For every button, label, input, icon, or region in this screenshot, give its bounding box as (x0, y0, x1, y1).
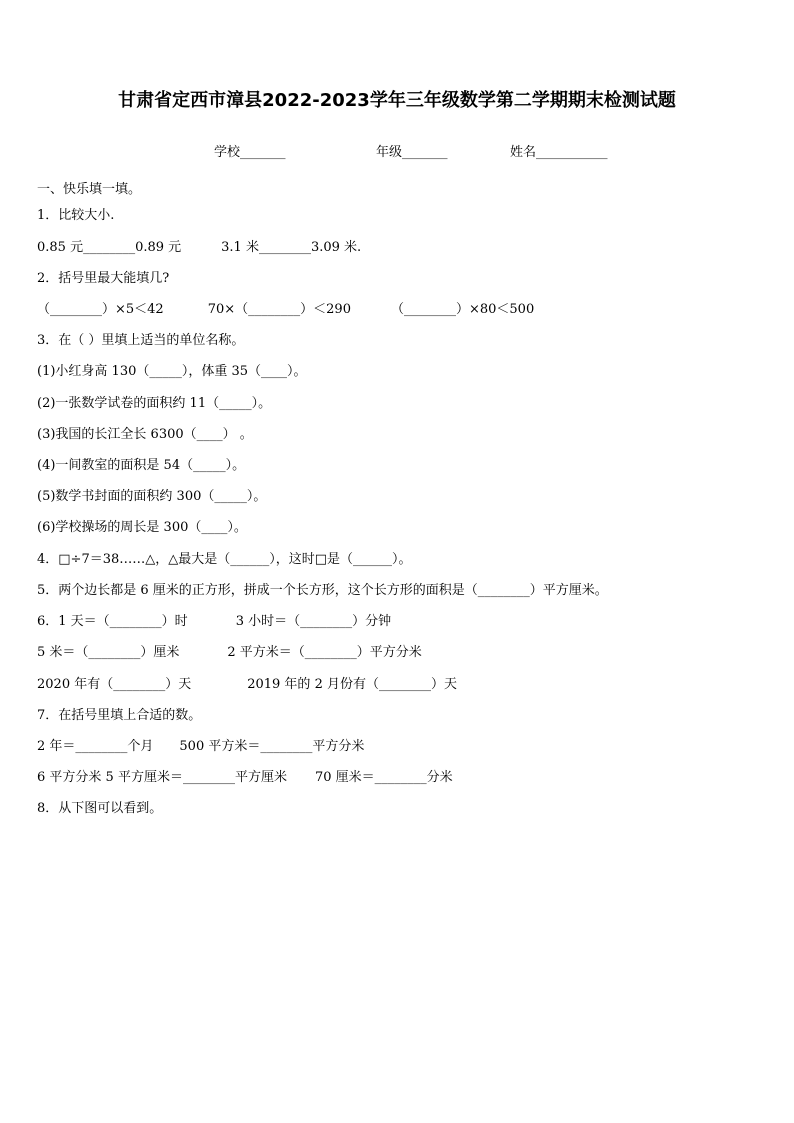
question-1-line (37, 240, 361, 256)
question-7-line-1 (37, 739, 364, 755)
name-field: 姓名___________ (510, 145, 608, 160)
question-2-stem: 2．括号里最大能填几? (37, 271, 170, 286)
question-7-d: 70 厘米＝________分米 (314, 770, 453, 785)
question-6-d: 2020 年有（________）天 (37, 677, 192, 692)
question-7-a: 2 年＝________个月 (37, 739, 154, 754)
question-5: 5．两个边长都是 6 厘米的正方形，拼成一个长方形，这个长方形的面积是（________）平方厘米。 (37, 583, 608, 598)
question-6-e: 2019 年的 2 月份有（________）天 (247, 677, 457, 692)
question-3-item: (5)数学书封面的面积约 300（_____）。 (37, 489, 267, 504)
question-3-item: (2)一张数学试卷的面积约 11（_____）。 (37, 396, 272, 411)
question-2-b: 70×（________）＜290 (207, 302, 351, 317)
question-2-c: （________）×80＜500 (390, 302, 535, 317)
question-3-stem: 3．在（ ）里填上适当的单位名称。 (37, 333, 245, 348)
question-2-a: （________）×5＜42 (37, 302, 164, 317)
question-6-line-2 (37, 645, 422, 661)
question-3-item: (3)我国的长江全长 6300（____） 。 (37, 427, 253, 442)
question-1-stem: 1．比较大小. (37, 208, 115, 223)
question-7-stem: 7．在括号里填上合适的数。 (37, 708, 202, 723)
question-1-a: 0.85 元________0.89 元 (37, 240, 182, 255)
question-3-item: (1)小红身高 130（_____），体重 35（____）。 (37, 364, 307, 379)
question-6-line-3 (37, 677, 457, 693)
question-1-b: 3.1 米________3.09 米. (221, 240, 362, 255)
grade-field: 年级_______ (376, 145, 448, 160)
question-6-b: 5 米＝（________）厘米 (37, 645, 180, 660)
question-3-item: (4)一间教室的面积是 54（_____）。 (37, 458, 246, 473)
page-title: 甘肃省定西市漳县2022-2023学年三年级数学第二学期期末检测试题 (118, 90, 676, 111)
question-6-a: 3 小时＝（________）分钟 (235, 614, 392, 629)
question-7-line-2 (37, 770, 453, 786)
question-8: 8．从下图可以看到。 (37, 801, 163, 816)
question-7-b: 500 平方米＝________平方分米 (179, 739, 365, 754)
question-4: 4．□÷7＝38……△，△最大是（______），这时□是（______）。 (37, 552, 412, 567)
question-6-line-1 (37, 614, 391, 630)
question-3-item: (6)学校操场的周长是 300（____）。 (37, 520, 247, 535)
school-field: 学校_______ (214, 145, 286, 160)
question-6-stem: 6．1 天＝（________）时 (37, 614, 188, 629)
question-7-c: 6 平方分米 5 平方厘米＝________平方厘米 (37, 770, 287, 785)
question-6-c: 2 平方米＝（________）平方分米 (227, 645, 422, 660)
section-heading: 一、快乐填一填。 (37, 182, 142, 197)
question-2-line (37, 302, 534, 318)
